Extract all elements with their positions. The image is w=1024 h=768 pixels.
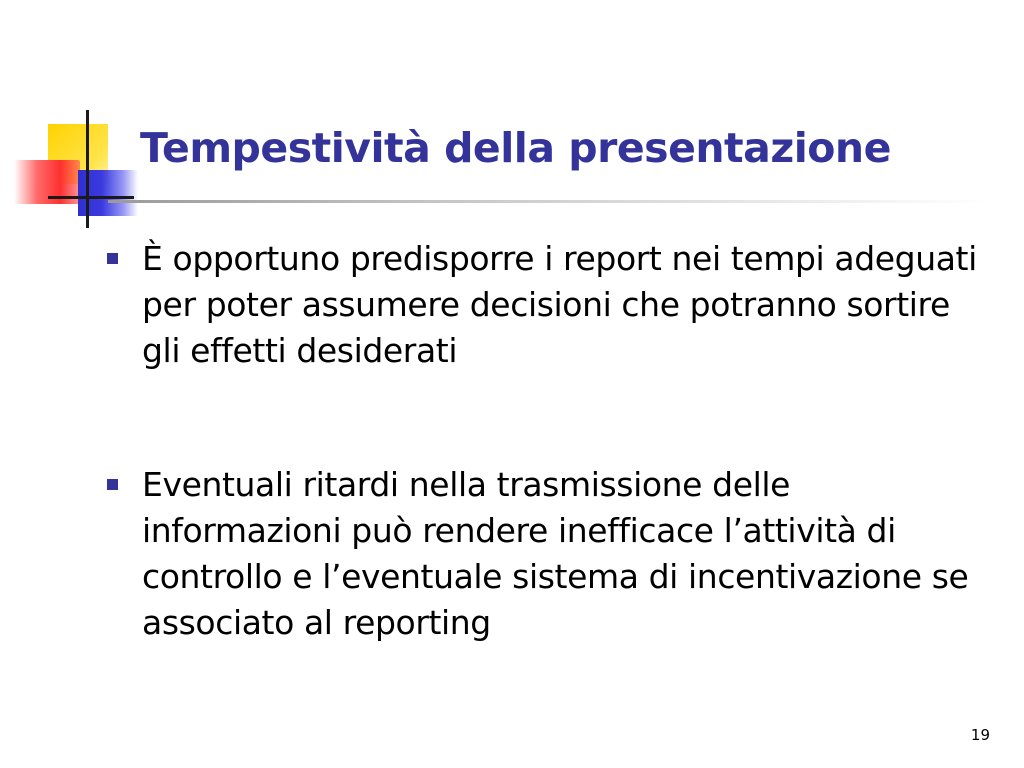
page-number: 19 xyxy=(970,726,990,744)
logo-vertical-line xyxy=(86,110,89,228)
square-bullet-icon xyxy=(107,253,118,264)
bullet-list xyxy=(100,236,980,646)
slide-title: Tempestività della presentazione xyxy=(140,124,891,172)
title-underline xyxy=(108,200,988,203)
bullet-item xyxy=(100,462,980,646)
logo-horizontal-line xyxy=(48,196,134,199)
square-bullet-icon xyxy=(107,479,118,490)
bullet-item xyxy=(100,236,980,374)
bullet-text: Eventuali ritardi nella trasmissione delle informazioni può rendere inefficace l’attività di controllo e l’eventuale sistema di incentivazione se associato al reporting xyxy=(142,465,969,642)
bullet-text: È opportuno predisporre i report nei tempi adeguati per poter assumere decisioni che potranno sortire gli effetti desiderati xyxy=(142,239,977,370)
